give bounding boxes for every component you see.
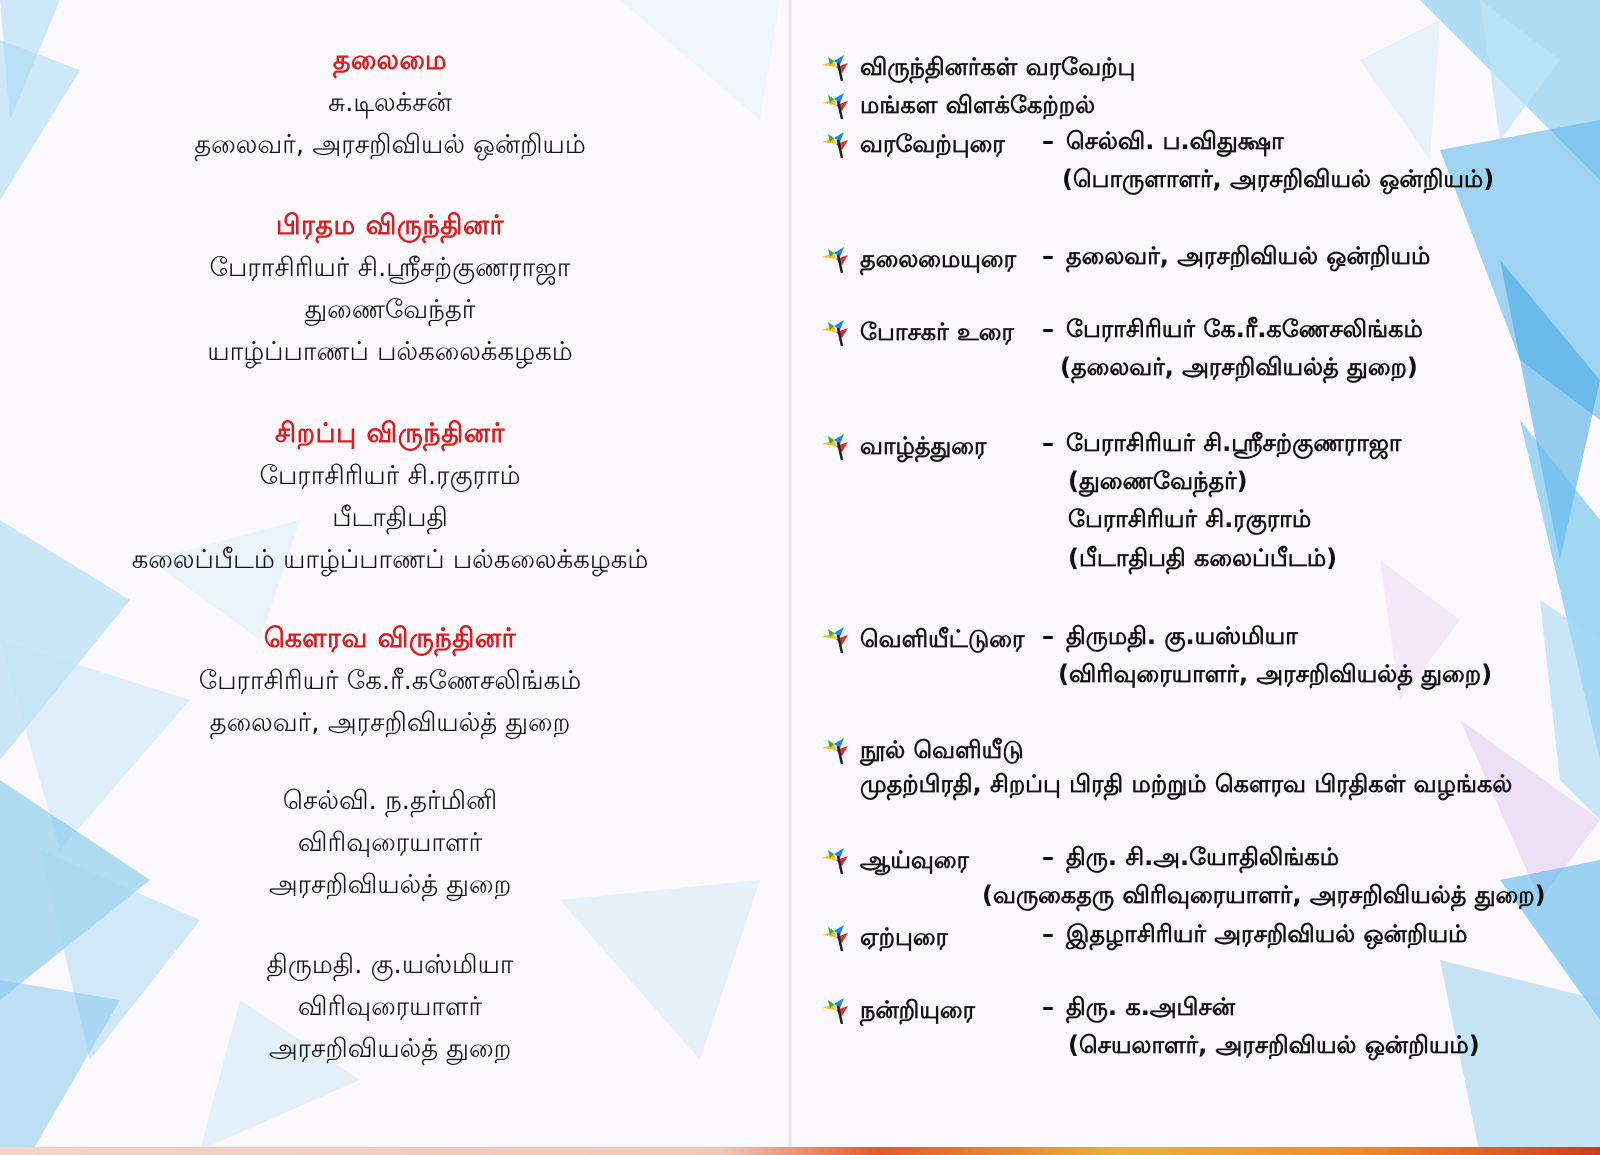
section-heading: சிறப்பு விருந்தினர் — [274, 418, 506, 449]
programme-item-label: விருந்தினர்கள் வரவேற்பு — [860, 53, 1136, 81]
programme-dash: – — [1042, 993, 1054, 1021]
section-line: திருமதி. கு.யஸ்மியா — [266, 950, 514, 980]
sparkle-flag-icon — [818, 243, 860, 273]
programme-dash: – — [1042, 242, 1054, 270]
section-line: அரசறிவியல்த் துறை — [268, 1034, 512, 1064]
sparkle-flag-icon — [818, 844, 860, 874]
guest-list-page — [0, 0, 790, 1155]
bottom-border — [0, 1147, 1600, 1155]
programme-item-label: வரவேற்புரை — [860, 130, 1005, 158]
programme-item — [818, 728, 1598, 769]
programme-item-subline: முதற்பிரதி, சிறப்பு பிரதி மற்றும் கௌரவ பிரதிகள் வழங்கல் — [860, 770, 1513, 798]
section-line: கலைப்பீடம் யாழ்ப்பாணப் பல்கலைக்கழகம் — [131, 545, 649, 575]
sparkle-flag-icon — [818, 734, 860, 764]
programme-item-subline: (விரிவுரையாளர், அரசறிவியல்த் துறை) — [1058, 660, 1493, 688]
programme-dash: – — [1042, 429, 1054, 457]
section-honoured-guest — [40, 618, 740, 744]
section-line: பேராசிரியர் கே.ரீ.கணேசலிங்கம் — [198, 666, 582, 696]
programme-item-subline: (பொருளாளர், அரசறிவியல் ஒன்றியம்) — [1062, 165, 1495, 193]
section-line: பீடாதிபதி — [332, 503, 448, 533]
sparkle-flag-icon — [818, 128, 860, 158]
section-heading: பிரதம விருந்தினர் — [275, 210, 505, 241]
sparkle-flag-icon — [818, 994, 860, 1024]
section-line: செல்வி. ந.தர்மினி — [282, 786, 498, 816]
sparkle-flag-icon — [818, 921, 860, 951]
section-line: தலைவர், அரசறிவியல்த் துறை — [209, 708, 571, 738]
programme-item-detail: பேராசிரியர் சி.ஸ்ரீசற்குணராஜா — [1066, 429, 1402, 457]
section-line: விரிவுரையாளர் — [297, 992, 483, 1022]
sparkle-flag-icon — [818, 430, 860, 460]
programme-dash: – — [1042, 843, 1054, 871]
sparkle-flag-icon — [818, 51, 860, 81]
section-chair — [40, 40, 740, 166]
programme-item-label: போசகர் உரை — [860, 318, 1014, 346]
programme-item-label: வாழ்த்துரை — [860, 432, 987, 460]
sparkle-flag-icon — [818, 316, 860, 346]
section-line: பேராசிரியர் சி.ஸ்ரீசற்குணராஜா — [209, 253, 571, 283]
section-line: துணைவேந்தர் — [304, 295, 476, 325]
programme-item-label: தலைமையுரை — [860, 245, 1016, 273]
section-line: பேராசிரியர் சி.ரகுராம் — [259, 461, 521, 491]
programme-item-label: ஆய்வுரை — [860, 846, 970, 874]
programme-item-subline: (பீடாதிபதி கலைப்பீடம்) — [1068, 544, 1338, 572]
section-special-guest — [40, 413, 740, 581]
section-line: அரசறிவியல்த் துறை — [268, 870, 512, 900]
sparkle-flag-icon — [818, 623, 860, 653]
programme-item-label: ஏற்புரை — [860, 923, 948, 951]
section-line: சு.டிலக்சன் — [328, 88, 452, 118]
programme-item-detail: திருமதி. கு.யஸ்மியா — [1066, 622, 1298, 650]
programme-item-label: மங்கள விளக்கேற்றல் — [860, 91, 1095, 119]
programme-item-detail: செல்வி. ப.விதுக்ஷா — [1066, 127, 1284, 155]
sparkle-flag-icon — [818, 89, 860, 119]
programme-item-subline: (வருகைதரு விரிவுரையாளர், அரசறிவியல்த் துறை) — [982, 881, 1546, 909]
section-heading: தலைமை — [332, 45, 448, 76]
programme-item-detail: பேராசிரியர் கே.ரீ.கணேசலிங்கம் — [1066, 315, 1423, 343]
section-guest-yasmiya — [40, 944, 740, 1070]
programme-item-subline: (செயலாளர், அரசறிவியல் ஒன்றியம்) — [1068, 1031, 1480, 1059]
programme-dash: – — [1042, 127, 1054, 155]
programme-item-label: வெளியீட்டுரை — [860, 625, 1025, 653]
section-heading: கௌரவ விருந்தினர் — [263, 623, 517, 654]
section-line: விரிவுரையாளர் — [297, 828, 483, 858]
programme-item-subline: (துணைவேந்தர்) — [1068, 467, 1248, 495]
programme-item-label: நன்றியுரை — [860, 996, 976, 1024]
section-line: தலைவர், அரசறிவியல் ஒன்றியம் — [194, 130, 586, 160]
programme-item-detail: தலைவர், அரசறிவியல் ஒன்றியம் — [1066, 242, 1431, 270]
programme-dash: – — [1042, 315, 1054, 343]
programme-item-label: நூல் வெளியீடு — [860, 736, 1024, 764]
programme-item-subline: பேராசிரியர் சி.ரகுராம் — [1068, 505, 1312, 533]
programme-item — [818, 45, 1598, 86]
programme-item-detail: திரு. சி.அ.யோதிலிங்கம் — [1066, 843, 1340, 871]
programme-item-detail: இதழாசிரியர் அரசறிவியல் ஒன்றியம் — [1066, 920, 1468, 948]
programme-page — [790, 0, 1600, 1155]
programme-dash: – — [1042, 622, 1054, 650]
programme-item-subline: (தலைவர், அரசறிவியல்த் துறை) — [1060, 353, 1418, 381]
programme-item — [818, 83, 1598, 124]
section-guest-dharmini — [40, 780, 740, 906]
programme-dash: – — [1042, 920, 1054, 948]
section-line: யாழ்ப்பாணப் பல்கலைக்கழகம் — [207, 337, 573, 367]
section-chief-guest — [40, 205, 740, 373]
programme-item-detail: திரு. க.அபிசன் — [1066, 993, 1235, 1021]
